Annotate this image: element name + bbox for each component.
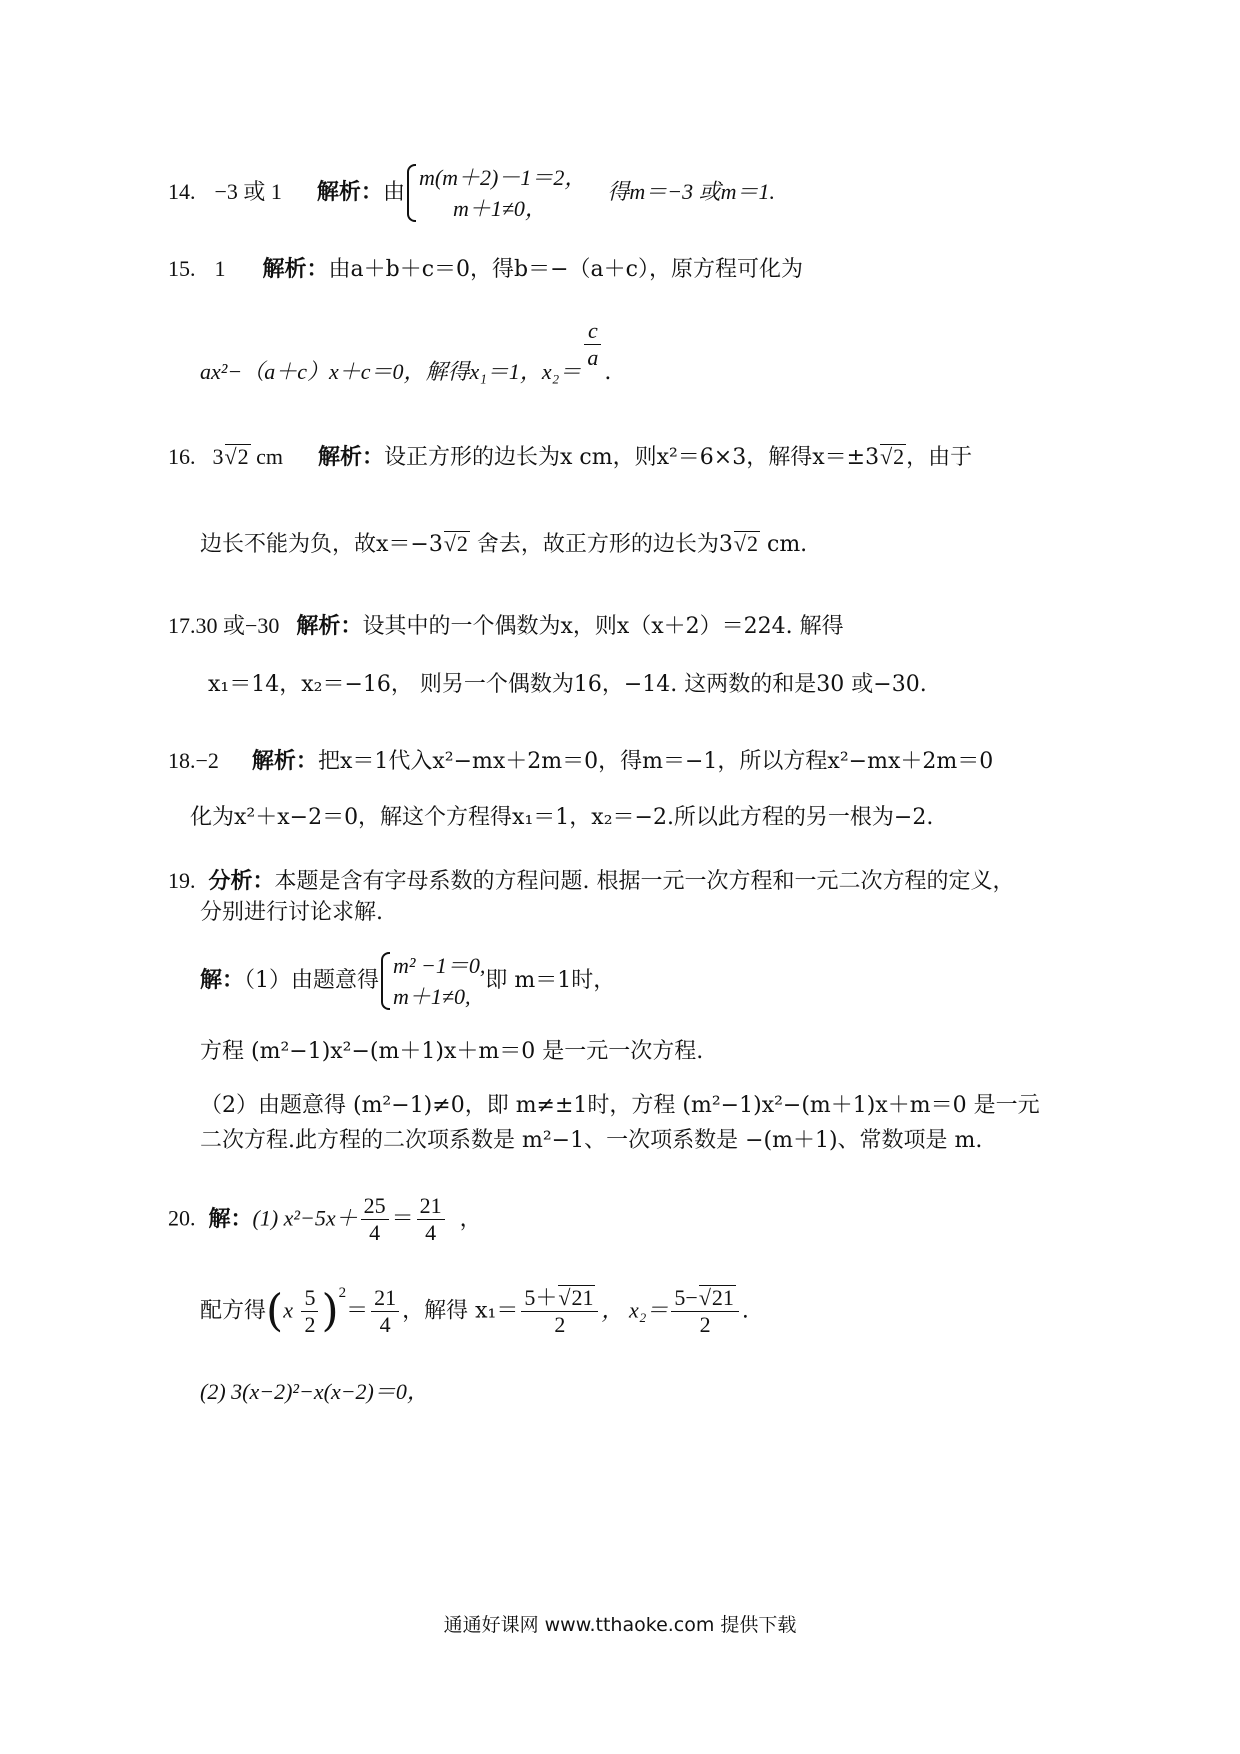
q20-fraction-25-4 [361,1193,389,1246]
q19-text-d: （2）由题意得 (m²−1)≠0，即 m≠±1时，方程 (m²−1)x²−(m＋1)x＋m＝0 是一元 [200,1093,1040,1118]
q17-line-2 [208,670,927,700]
q17-label: 解析： [296,613,363,639]
q20-line-1 [168,1193,482,1246]
q15-fraction [584,318,601,371]
q20-fraction-5-2 [301,1285,318,1338]
q16-answer-radical: √ 2 [225,444,251,469]
q20-root-1-num-a: 5＋ [524,1285,558,1310]
q17-text-b: x₁＝14，x₂＝−16， 则另一个偶数为16，−14. 这两数的和是30 或−30. [208,672,927,697]
q19-part-1-post: 即 m＝1时， [485,968,616,993]
q15-label: 解析： [262,256,329,282]
q18-text-b: 化为x²＋x−2＝0，解这个方程得x₁＝1，x₂＝−2.所以此方程的另一根为−2. [190,805,934,830]
q20-root-2 [671,1285,739,1338]
q15-fraction-den: a [587,345,599,370]
q14-answer: −3 或 1 [214,179,282,204]
q20-part-2: (2) 3(x−2)²−x(x−2)＝0， [200,1379,429,1404]
q20-root-2-radical: √ 21 [699,1285,736,1310]
page-footer: 通通好课网 www.tthaoke.com 提供下载 [443,1614,797,1636]
q19-line-4 [200,1091,1040,1121]
q17-answer: 30 或−30 [195,613,280,638]
q16-text-b-mid: 舍去，故正方形的边长为3 [469,532,733,557]
q20-equals-2: ＝ [346,1298,369,1324]
q20-root-1-den: 2 [554,1312,566,1337]
q20-root-1-num [521,1285,598,1312]
q18-number: 18. [168,748,196,773]
q15-line-2 [200,318,612,385]
q20-f2-den: 4 [425,1220,437,1245]
q16-text-b: 边长不能为负，故x＝−3 [200,532,443,557]
q19-line-2 [200,898,383,928]
q20-root-2-num [671,1285,739,1312]
q20-right-paren: ) [321,1285,339,1337]
q14-text-a: 由 [382,180,405,205]
q16-text-b-post: cm. [760,532,808,557]
q16-text-a: 设正方形的边长为x cm，则x²＝6×3，解得x＝±3 [383,445,880,470]
q19-text-e: 二次方程.此方程的二次项系数是 m²−1、一次项系数是 −(m＋1)、常数项是 m. [200,1128,983,1153]
q20-f4-num: 21 [371,1285,399,1312]
q20-root-1 [521,1285,598,1338]
q16-radical-b: √ 2 [444,531,470,556]
q16-label: 解析： [317,444,384,470]
q18-label: 解析： [251,748,318,774]
q20-line-3 [200,1377,429,1408]
q20-fraction-21-4-b [371,1285,399,1338]
q20-part-1-post: ， [459,1206,482,1232]
q19-text-c: 方程 (m²−1)x²−(m＋1)x＋m＝0 是一元一次方程. [200,1039,704,1064]
q19-text-a: 本题是含有字母系数的方程问题. 根据一元一次方程和一元二次方程的定义， [274,869,1015,894]
q19-line-3 [200,1037,703,1067]
q15-answer: 1 [214,256,226,281]
q20-number: 20. [168,1205,196,1231]
q20-f1-num: 25 [361,1193,389,1220]
q18-line-1 [168,746,993,777]
q20-paren-x: x [283,1297,299,1323]
q19-line-5 [200,1126,982,1156]
q19-system [379,950,485,1012]
q20-root-2-num-a: 5− [674,1285,698,1310]
q16-line-1 [168,442,972,473]
q20-root-1-radical: √ 21 [558,1285,595,1310]
q14-number: 14. [168,179,196,204]
q14-system-row-1: m(m＋2)－1＝2， [418,165,587,190]
q19-line-1 [168,866,1015,897]
q16-answer [213,444,283,469]
q20-f3-num: 5 [301,1285,318,1312]
q15-line-1 [168,254,803,285]
q14-text-b: 得m＝−3 或m＝1. [607,179,776,204]
q20-line-2-end: . [741,1298,749,1324]
q14-system-row-2: m＋1≠0， [452,196,547,221]
q18-text-a: 把x＝1代入x²−mx＋2m＝0，得m＝−1，所以方程x²−mx＋2m＝0 [317,749,994,774]
q20-fraction-21-4 [417,1193,445,1246]
q16-radical-a: √ 2 [880,444,906,469]
q20-square-exponent: 2 [338,1285,347,1302]
q20-f3-den: 2 [304,1312,316,1337]
q15-text-a: 由a＋b＋c＝0，得b＝−（a＋c），原方程可化为 [328,257,803,282]
q14-line [168,162,775,224]
q20-f4-den: 4 [379,1312,391,1337]
q19-label: 分析： [208,868,275,894]
q17-number: 17. [168,613,196,638]
q19-system-row-1: m² −1＝0, [393,953,486,978]
q17-line-1 [168,611,844,642]
q20-part-1-lhs: (1) x²−5x＋ [252,1205,358,1231]
q19-part-1-intro: （1）由题意得 [244,968,380,993]
q20-text-complete-square: 配方得 [200,1298,267,1324]
q20-solve-text: ，解得 x₁＝ [402,1298,519,1324]
q14-system [405,162,586,224]
q16-answer-coef: 3 [212,444,224,469]
q15-text-b: ax²−（a＋c）x＋c＝0，解得x₁＝1，x₂＝ [200,358,582,384]
q18-line-2 [190,803,933,833]
q15-number: 15. [168,256,196,281]
q20-f2-num: 21 [417,1193,445,1220]
q19-solution-1 [200,950,615,1012]
q15-fraction-num: c [584,318,601,345]
q20-equals: ＝ [391,1206,414,1232]
q20-f1-den: 4 [369,1220,381,1245]
q19-solution-label: 解： [200,967,245,993]
q20-root-sep: ， x₂＝ [601,1297,669,1323]
q18-answer: −2 [195,748,219,773]
q20-line-2 [200,1285,749,1338]
q20-label: 解： [208,1205,253,1232]
q19-system-row-2: m＋1≠0, [393,984,471,1009]
q16-answer-unit: cm [250,444,283,469]
q16-line-2 [200,530,807,560]
q19-number: 19. [168,868,196,893]
q14-label: 解析： [316,179,383,205]
q15-period: . [604,359,612,385]
q16-number: 16. [168,444,196,469]
q16-text-a-post: ，由于 [906,445,973,470]
q19-text-b: 分别进行讨论求解. [200,900,383,925]
q17-text-a: 设其中的一个偶数为x，则x（x＋2）＝224. 解得 [362,614,844,639]
q16-radical-c: √ 2 [734,531,760,556]
q20-left-paren: ( [266,1285,284,1337]
q20-root-2-den: 2 [699,1312,711,1337]
